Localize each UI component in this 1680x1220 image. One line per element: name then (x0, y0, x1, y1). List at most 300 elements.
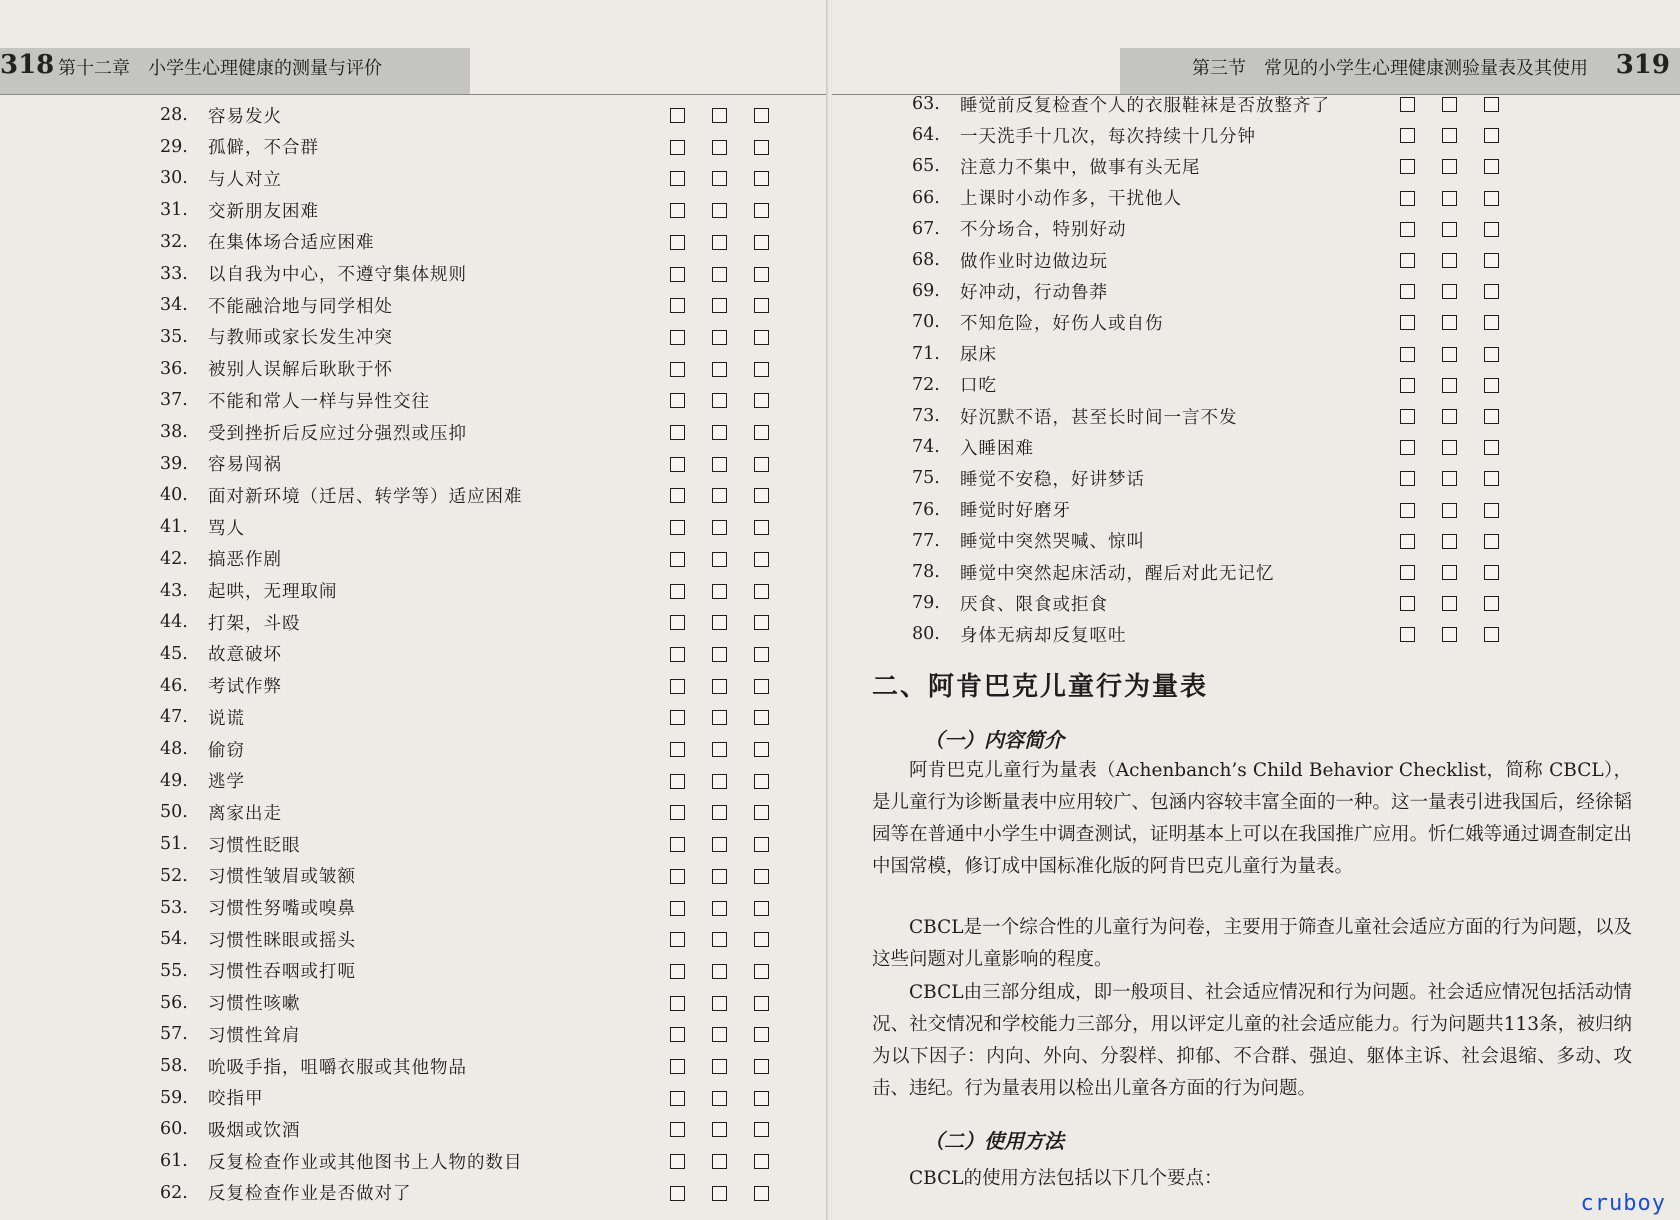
rating-checkbox-2[interactable] (712, 1186, 727, 1201)
rating-checkbox-1[interactable] (670, 520, 685, 535)
rating-checkbox-3[interactable] (1484, 347, 1499, 362)
rating-checkbox-1[interactable] (670, 1186, 685, 1201)
item-number: 50. (160, 802, 188, 823)
item-number: 67. (912, 218, 940, 239)
right-running-head: 第三节 常见的小学生心理健康测验量表及其使用 (1192, 58, 1588, 79)
checklist-item (160, 226, 375, 258)
rating-checkbox-3[interactable] (1484, 596, 1499, 611)
checklist-item (160, 1177, 412, 1209)
rating-checkbox-1[interactable] (670, 267, 685, 282)
item-number: 65. (912, 156, 940, 177)
item-text: 面对新环境（迁居、转学等）适应困难 (208, 486, 523, 507)
rating-checkbox-3[interactable] (754, 710, 769, 725)
rating-checkbox-3[interactable] (754, 742, 769, 757)
rating-checkbox-2[interactable] (1442, 409, 1457, 424)
paragraph-usage: CBCL的使用方法包括以下几个要点： (909, 1168, 1223, 1189)
rating-checkbox-1[interactable] (1400, 253, 1415, 268)
item-text: 好冲动，行动鲁莽 (960, 282, 1108, 303)
item-number: 49. (160, 770, 188, 791)
rating-checkbox-1[interactable] (670, 298, 685, 313)
paragraph-cbcl-purpose: CBCL是一个综合性的儿童行为问卷，主要用于筛查儿童社会适应方面的行为问题，以及这些问题对儿童影响的程度。 (872, 917, 1632, 970)
rating-checkbox-2[interactable] (712, 425, 727, 440)
rating-checkbox-3[interactable] (754, 584, 769, 599)
rating-checkbox-2[interactable] (1442, 222, 1457, 237)
rating-checkbox-3[interactable] (754, 901, 769, 916)
rating-checkbox-3[interactable] (754, 996, 769, 1011)
rating-checkbox-2[interactable] (1442, 627, 1457, 642)
item-number: 38. (160, 422, 188, 442)
rating-checkbox-2[interactable] (712, 837, 727, 852)
item-text: 离家出走 (208, 803, 282, 824)
checklist-item (912, 213, 1127, 245)
rating-checkbox-3[interactable] (754, 837, 769, 852)
rating-checkbox-1[interactable] (1400, 534, 1415, 549)
rating-checkbox-1[interactable] (1400, 627, 1415, 642)
rating-checkbox-1[interactable] (670, 1154, 685, 1169)
checklist-item (160, 289, 393, 321)
item-text: 尿床 (960, 345, 997, 366)
checklist-item (160, 796, 282, 828)
rating-checkbox-2[interactable] (712, 235, 727, 250)
paragraph-cbcl-structure: CBCL由三部分组成，即一般项目、社会适应情况和行为问题。社会适应情况包括活动情况、社交情况和学校能力三部分，用以评定儿童的社会适应能力。行为问题共113条，被归纳为以下因子：内向、外向、分裂样、抑郁、不合群、强迫、躯体主诉、社会退缩、多动、攻击、违纪。行为量表用以检出儿童各方面的行为问题。 (872, 982, 1632, 1099)
item-number: 53. (160, 897, 188, 918)
checklist-item (160, 987, 301, 1019)
rating-checkbox-1[interactable] (670, 584, 685, 599)
checklist-item (160, 448, 282, 480)
item-number: 31. (160, 200, 188, 221)
rating-checkbox-3[interactable] (754, 425, 769, 440)
item-text: 睡觉中突然哭喊、惊叫 (960, 532, 1145, 553)
item-number: 41. (160, 517, 188, 538)
checklist-item (912, 494, 1071, 526)
rating-checkbox-1[interactable] (670, 742, 685, 757)
rating-checkbox-2[interactable] (712, 584, 727, 599)
rating-checkbox-3[interactable] (754, 330, 769, 345)
item-text: 睡觉时好磨牙 (960, 501, 1071, 522)
checklist-item (160, 860, 356, 892)
checklist-item (160, 892, 356, 924)
item-text: 习惯性努嘴或嗅鼻 (208, 899, 356, 919)
item-text: 不知危险，好伤人或自伤 (960, 313, 1164, 334)
checklist-item (160, 1145, 523, 1177)
item-text: 上课时小动作多，干扰他人 (960, 189, 1182, 210)
rating-checkbox-3[interactable] (754, 1059, 769, 1074)
item-text: 睡觉前反复检查个人的衣服鞋袜是否放整齐了 (960, 95, 1330, 116)
rating-checkbox-2[interactable] (712, 298, 727, 313)
rating-checkbox-1[interactable] (1400, 440, 1415, 455)
item-number: 71. (912, 343, 940, 364)
item-number: 51. (160, 834, 188, 855)
rating-checkbox-2[interactable] (712, 710, 727, 725)
left-running-head: 第十二章 小学生心理健康的测量与评价 (58, 58, 382, 79)
item-number: 62. (160, 1182, 188, 1203)
rating-checkbox-2[interactable] (712, 362, 727, 377)
rating-checkbox-1[interactable] (670, 1091, 685, 1106)
item-number: 37. (160, 390, 188, 411)
rating-checkbox-2[interactable] (1442, 565, 1457, 580)
item-text: 偷窃 (208, 740, 245, 761)
item-text: 与人对立 (208, 169, 282, 190)
rating-checkbox-2[interactable] (712, 964, 727, 979)
item-text: 以自我为中心，不遵守集体规则 (208, 265, 467, 285)
rating-checkbox-2[interactable] (712, 1027, 727, 1042)
rating-checkbox-1[interactable] (1400, 222, 1415, 237)
rating-checkbox-2[interactable] (712, 393, 727, 408)
rating-checkbox-2[interactable] (712, 330, 727, 345)
checklist-item (912, 275, 1108, 307)
rating-checkbox-1[interactable] (670, 362, 685, 377)
rating-checkbox-3[interactable] (1484, 315, 1499, 330)
item-text: 故意破坏 (208, 645, 282, 666)
item-text: 搞恶作剧 (208, 550, 282, 571)
checklist-item (160, 1050, 467, 1082)
rating-checkbox-1[interactable] (670, 869, 685, 884)
checklist-item (912, 182, 1182, 214)
item-text: 逃学 (208, 772, 245, 793)
rating-checkbox-2[interactable] (712, 774, 727, 789)
rating-checkbox-2[interactable] (712, 1154, 727, 1169)
rating-checkbox-2[interactable] (712, 108, 727, 123)
checklist-item (160, 575, 338, 607)
rating-checkbox-1[interactable] (1400, 596, 1415, 611)
rating-checkbox-2[interactable] (712, 615, 727, 630)
item-number: 42. (160, 548, 188, 569)
checklist-item (912, 338, 997, 370)
rating-checkbox-2[interactable] (1442, 440, 1457, 455)
rating-checkbox-3[interactable] (1484, 159, 1499, 174)
rating-checkbox-2[interactable] (712, 869, 727, 884)
checklist-item (160, 99, 282, 131)
rating-checkbox-2[interactable] (712, 679, 727, 694)
rating-checkbox-3[interactable] (1484, 378, 1499, 393)
checklist-item (160, 955, 356, 987)
checklist-item (160, 733, 245, 765)
rating-checkbox-1[interactable] (670, 679, 685, 694)
rating-checkbox-3[interactable] (754, 774, 769, 789)
checklist-item (160, 353, 393, 385)
item-text: 注意力不集中，做事有头无尾 (960, 157, 1201, 178)
rating-checkbox-3[interactable] (1484, 471, 1499, 486)
rating-checkbox-3[interactable] (754, 1154, 769, 1169)
rating-checkbox-3[interactable] (754, 203, 769, 218)
rating-checkbox-1[interactable] (670, 996, 685, 1011)
rating-checkbox-2[interactable] (1442, 378, 1457, 393)
item-number: 40. (160, 485, 188, 506)
rating-checkbox-2[interactable] (1442, 284, 1457, 299)
rating-checkbox-2[interactable] (712, 805, 727, 820)
right-page (832, 0, 1680, 1220)
item-text: 习惯性耸肩 (208, 1025, 301, 1046)
rating-checkbox-3[interactable] (754, 647, 769, 662)
item-number: 34. (160, 295, 188, 316)
rating-checkbox-2[interactable] (712, 203, 727, 218)
rating-checkbox-1[interactable] (1400, 284, 1415, 299)
rating-checkbox-3[interactable] (754, 679, 769, 694)
rating-checkbox-1[interactable] (1400, 128, 1415, 143)
rating-checkbox-3[interactable] (1484, 97, 1499, 112)
checklist-item (912, 244, 1108, 276)
left-header-rule (0, 94, 828, 95)
rating-checkbox-1[interactable] (1400, 565, 1415, 580)
rating-checkbox-3[interactable] (754, 869, 769, 884)
item-text: 不能和常人一样与异性交往 (208, 391, 430, 412)
rating-checkbox-1[interactable] (670, 1059, 685, 1074)
checklist-item (912, 462, 1145, 494)
rating-checkbox-3[interactable] (754, 171, 769, 186)
item-text: 一天洗手十几次，每次持续十几分钟 (960, 126, 1256, 147)
rating-checkbox-2[interactable] (712, 140, 727, 155)
rating-checkbox-1[interactable] (670, 488, 685, 503)
rating-checkbox-2[interactable] (1442, 159, 1457, 174)
item-text: 厌食、限食或拒食 (960, 594, 1108, 615)
rating-checkbox-2[interactable] (1442, 596, 1457, 611)
item-number: 32. (160, 231, 188, 252)
rating-checkbox-1[interactable] (1400, 191, 1415, 206)
item-text: 反复检查作业或其他图书上人物的数目 (208, 1152, 523, 1173)
rating-checkbox-3[interactable] (754, 362, 769, 377)
rating-checkbox-2[interactable] (712, 742, 727, 757)
item-number: 75. (912, 468, 940, 489)
paragraph-intro: 阿肯巴克儿童行为量表（Achenbanch’s Child Behavior Checklist，简称 CBCL），是儿童行为诊断量表中应用较广、包涵内容较丰富全面的一种。这一量表引进我国后，经徐韬园等在普通中小学生中调查测试，证明基本上可以在我国推广应用。忻仁娥等通过调查制定出中国常模，修订成中国标准化版的阿肯巴克儿童行为量表。 (872, 760, 1632, 877)
checklist-item (912, 369, 997, 401)
rating-checkbox-1[interactable] (670, 805, 685, 820)
rating-checkbox-3[interactable] (754, 140, 769, 155)
rating-checkbox-2[interactable] (712, 267, 727, 282)
rating-checkbox-2[interactable] (712, 520, 727, 535)
rating-checkbox-1[interactable] (670, 552, 685, 567)
item-number: 57. (160, 1024, 188, 1045)
rating-checkbox-3[interactable] (1484, 191, 1499, 206)
checklist-item (912, 556, 1275, 588)
rating-checkbox-2[interactable] (1442, 503, 1457, 518)
checklist-item (160, 1113, 301, 1145)
rating-checkbox-3[interactable] (1484, 503, 1499, 518)
item-text: 反复检查作业是否做对了 (208, 1184, 412, 1205)
item-number: 46. (160, 675, 188, 696)
rating-checkbox-3[interactable] (1484, 409, 1499, 424)
item-text: 习惯性咳嗽 (208, 994, 301, 1015)
checklist-item (160, 923, 356, 955)
rating-checkbox-1[interactable] (670, 774, 685, 789)
item-number: 73. (912, 406, 940, 426)
item-text: 被别人误解后耿耿于怀 (208, 360, 393, 381)
item-text: 不能融洽地与同学相处 (208, 296, 393, 317)
rating-checkbox-2[interactable] (712, 552, 727, 567)
item-text: 考试作弊 (208, 677, 282, 698)
item-number: 77. (912, 530, 940, 551)
rating-checkbox-1[interactable] (670, 615, 685, 630)
checklist-item (912, 618, 1127, 650)
rating-checkbox-1[interactable] (670, 425, 685, 440)
rating-checkbox-3[interactable] (1484, 627, 1499, 642)
item-number: 79. (912, 593, 940, 614)
rating-checkbox-1[interactable] (670, 837, 685, 852)
item-number: 60. (160, 1119, 188, 1140)
rating-checkbox-2[interactable] (712, 457, 727, 472)
item-text: 在集体场合适应困难 (208, 233, 375, 254)
rating-checkbox-1[interactable] (670, 901, 685, 916)
rating-checkbox-2[interactable] (712, 901, 727, 916)
rating-checkbox-3[interactable] (754, 964, 769, 979)
item-number: 30. (160, 168, 188, 189)
rating-checkbox-3[interactable] (1484, 253, 1499, 268)
rating-checkbox-3[interactable] (754, 235, 769, 250)
item-text: 好沉默不语，甚至长时间一言不发 (960, 407, 1238, 428)
item-number: 74. (912, 437, 940, 458)
subsection-title-usage: （二）使用方法 (924, 1129, 1064, 1153)
item-number: 28. (160, 105, 188, 125)
rating-checkbox-2[interactable] (712, 647, 727, 662)
rating-checkbox-1[interactable] (1400, 347, 1415, 362)
rating-checkbox-1[interactable] (1400, 97, 1415, 112)
item-number: 36. (160, 358, 188, 379)
rating-checkbox-1[interactable] (670, 710, 685, 725)
item-number: 70. (912, 312, 940, 333)
rating-checkbox-1[interactable] (670, 964, 685, 979)
checklist-item (912, 150, 1201, 182)
rating-checkbox-2[interactable] (1442, 315, 1457, 330)
rating-checkbox-1[interactable] (670, 235, 685, 250)
rating-checkbox-3[interactable] (754, 932, 769, 947)
item-text: 做作业时边做边玩 (960, 251, 1108, 272)
rating-checkbox-3[interactable] (754, 298, 769, 313)
rating-checkbox-1[interactable] (1400, 315, 1415, 330)
checklist-item (160, 258, 467, 290)
checklist-item (912, 525, 1145, 557)
rating-checkbox-1[interactable] (670, 932, 685, 947)
checklist-item (160, 162, 282, 194)
rating-checkbox-1[interactable] (670, 108, 685, 123)
item-number: 43. (160, 580, 188, 601)
checklist-item (160, 194, 319, 226)
rating-checkbox-3[interactable] (754, 1186, 769, 1201)
item-number: 29. (160, 136, 188, 157)
item-text: 交新朋友困难 (208, 201, 319, 222)
item-text: 与教师或家长发生冲突 (208, 328, 393, 349)
rating-checkbox-3[interactable] (754, 615, 769, 630)
checklist-item (160, 670, 282, 702)
item-number: 35. (160, 326, 188, 347)
rating-checkbox-3[interactable] (754, 552, 769, 567)
checklist-item (160, 638, 282, 670)
checklist-item (160, 511, 245, 543)
rating-checkbox-3[interactable] (754, 457, 769, 472)
item-number: 69. (912, 281, 940, 302)
rating-checkbox-3[interactable] (754, 108, 769, 123)
rating-checkbox-1[interactable] (670, 393, 685, 408)
section-title: 二、阿肯巴克儿童行为量表 (872, 672, 1209, 702)
item-text: 孤僻，不合群 (208, 138, 319, 159)
rating-checkbox-2[interactable] (712, 932, 727, 947)
item-number: 76. (912, 499, 940, 520)
rating-checkbox-3[interactable] (754, 1027, 769, 1042)
rating-checkbox-1[interactable] (670, 1122, 685, 1137)
rating-checkbox-3[interactable] (1484, 222, 1499, 237)
rating-checkbox-2[interactable] (1442, 128, 1457, 143)
rating-checkbox-2[interactable] (1442, 534, 1457, 549)
rating-checkbox-2[interactable] (1442, 347, 1457, 362)
rating-checkbox-1[interactable] (1400, 503, 1415, 518)
item-text: 骂人 (208, 518, 245, 539)
item-text: 受到挫折后反应过分强烈或压抑 (208, 423, 467, 444)
rating-checkbox-3[interactable] (754, 1091, 769, 1106)
item-text: 习惯性吞咽或打呃 (208, 962, 356, 983)
checklist-item (160, 384, 430, 416)
rating-checkbox-2[interactable] (1442, 253, 1457, 268)
item-text: 吮吸手指，咀嚼衣服或其他物品 (208, 1057, 467, 1078)
rating-checkbox-1[interactable] (1400, 378, 1415, 393)
rating-checkbox-2[interactable] (1442, 471, 1457, 486)
rating-checkbox-3[interactable] (754, 267, 769, 282)
item-number: 55. (160, 960, 188, 981)
item-text: 咬指甲 (208, 1089, 264, 1110)
item-text: 容易发火 (208, 106, 282, 127)
rating-checkbox-2[interactable] (712, 1122, 727, 1137)
checklist-item (160, 828, 301, 860)
rating-checkbox-2[interactable] (1442, 191, 1457, 206)
item-number: 68. (912, 250, 940, 270)
checklist-item (160, 416, 467, 448)
rating-checkbox-3[interactable] (1484, 128, 1499, 143)
item-number: 52. (160, 865, 188, 886)
item-number: 58. (160, 1056, 188, 1076)
rating-checkbox-1[interactable] (670, 171, 685, 186)
item-text: 习惯性眯眼或摇头 (208, 930, 356, 951)
rating-checkbox-3[interactable] (754, 520, 769, 535)
rating-checkbox-1[interactable] (670, 1027, 685, 1042)
rating-checkbox-1[interactable] (670, 330, 685, 345)
rating-checkbox-3[interactable] (754, 805, 769, 820)
rating-checkbox-3[interactable] (754, 1122, 769, 1137)
rating-checkbox-3[interactable] (1484, 534, 1499, 549)
rating-checkbox-1[interactable] (670, 457, 685, 472)
rating-checkbox-1[interactable] (670, 647, 685, 662)
item-number: 66. (912, 187, 940, 208)
checklist-item (160, 606, 301, 638)
item-number: 44. (160, 612, 188, 633)
rating-checkbox-2[interactable] (712, 996, 727, 1011)
rating-checkbox-1[interactable] (670, 140, 685, 155)
item-number: 61. (160, 1151, 188, 1172)
rating-checkbox-1[interactable] (1400, 471, 1415, 486)
checklist-item (912, 119, 1256, 151)
rating-checkbox-1[interactable] (670, 203, 685, 218)
item-text: 容易闯祸 (208, 455, 282, 476)
checklist-item (912, 587, 1108, 619)
item-number: 80. (912, 624, 940, 645)
rating-checkbox-3[interactable] (754, 488, 769, 503)
checklist-item (160, 131, 319, 163)
checklist-item (912, 431, 1034, 463)
rating-checkbox-1[interactable] (1400, 409, 1415, 424)
item-number: 72. (912, 374, 940, 395)
rating-checkbox-2[interactable] (712, 1091, 727, 1106)
item-text: 睡觉不安稳，好讲梦话 (960, 469, 1145, 490)
item-number: 47. (160, 707, 188, 728)
item-text: 吸烟或饮酒 (208, 1120, 301, 1141)
rating-checkbox-3[interactable] (1484, 440, 1499, 455)
checklist-item (912, 400, 1238, 432)
rating-checkbox-3[interactable] (754, 393, 769, 408)
rating-checkbox-3[interactable] (1484, 565, 1499, 580)
rating-checkbox-2[interactable] (1442, 97, 1457, 112)
rating-checkbox-2[interactable] (712, 488, 727, 503)
rating-checkbox-3[interactable] (1484, 284, 1499, 299)
rating-checkbox-2[interactable] (712, 1059, 727, 1074)
rating-checkbox-1[interactable] (1400, 159, 1415, 174)
item-text: 入睡困难 (960, 438, 1034, 459)
rating-checkbox-2[interactable] (712, 171, 727, 186)
